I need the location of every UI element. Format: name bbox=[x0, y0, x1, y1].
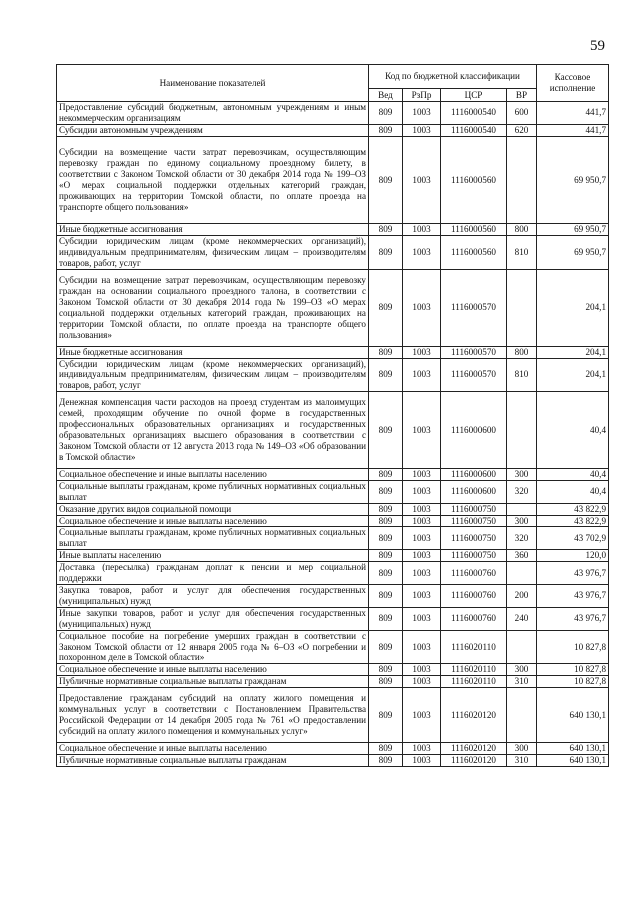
row-name: Оказание других видов социальной помощи bbox=[57, 503, 369, 515]
row-rzpr: 1003 bbox=[403, 630, 441, 664]
row-csr: 1116020110 bbox=[441, 664, 507, 676]
table-row bbox=[57, 468, 609, 480]
table-row bbox=[57, 562, 609, 585]
row-csr: 1116000760 bbox=[441, 585, 507, 608]
row-rzpr: 1003 bbox=[403, 550, 441, 562]
row-vr bbox=[507, 688, 537, 743]
row-amount: 43 976,7 bbox=[537, 562, 609, 585]
header-csr: ЦСР bbox=[441, 88, 507, 101]
row-vr: 810 bbox=[507, 236, 537, 270]
row-name: Закупка товаров, работ и услуг для обеспечения государственных (муниципальных) нужд bbox=[57, 585, 369, 608]
row-rzpr: 1003 bbox=[403, 527, 441, 550]
row-name: Иные выплаты населению bbox=[57, 550, 369, 562]
row-name: Предоставление гражданам субсидий на оплату жилого помещения и коммунальных услуг в соответствии с Постановлением Правительства Российской Федерации от 14 декабря 2005 года № 761 «О предоставлении субсидий на оплату жилого помещения и коммунальных услуг» bbox=[57, 688, 369, 743]
row-name: Социальное обеспечение и иные выплаты населению bbox=[57, 515, 369, 527]
row-vr bbox=[507, 392, 537, 469]
row-vr bbox=[507, 136, 537, 224]
row-rzpr: 1003 bbox=[403, 269, 441, 346]
table-row bbox=[57, 515, 609, 527]
table-row bbox=[57, 346, 609, 358]
row-vr: 310 bbox=[507, 754, 537, 766]
page-number: 59 bbox=[590, 38, 605, 54]
row-ved: 809 bbox=[369, 236, 403, 270]
row-rzpr: 1003 bbox=[403, 468, 441, 480]
row-vr: 360 bbox=[507, 550, 537, 562]
row-rzpr: 1003 bbox=[403, 743, 441, 755]
row-ved: 809 bbox=[369, 688, 403, 743]
row-csr: 1116000570 bbox=[441, 358, 507, 392]
row-ved: 809 bbox=[369, 562, 403, 585]
table-row bbox=[57, 392, 609, 469]
row-rzpr: 1003 bbox=[403, 585, 441, 608]
row-rzpr: 1003 bbox=[403, 124, 441, 136]
row-csr: 1116000750 bbox=[441, 550, 507, 562]
row-csr: 1116000600 bbox=[441, 392, 507, 469]
row-name: Социальное обеспечение и иные выплаты населению bbox=[57, 664, 369, 676]
row-vr: 320 bbox=[507, 527, 537, 550]
row-ved: 809 bbox=[369, 515, 403, 527]
row-rzpr: 1003 bbox=[403, 515, 441, 527]
row-name: Субсидии на возмещение затрат перевозчикам, осуществляющим перевозку граждан на основании социального проездного талона, в соответствии с Законом Томской области от 30 декабря 2014 года № 199–ОЗ «О мерах социальной поддержки отдельных категорий граждан, проживающих на территории Томской области, по оплате проезда на транспорте общего пользования» bbox=[57, 269, 369, 346]
table-row bbox=[57, 102, 609, 125]
row-csr: 1116000560 bbox=[441, 136, 507, 224]
row-name: Публичные нормативные социальные выплаты гражданам bbox=[57, 754, 369, 766]
row-amount: 640 130,1 bbox=[537, 754, 609, 766]
row-name: Социальное пособие на погребение умерших граждан в соответствии с Законом Томской области от 12 января 2005 года № 6–ОЗ «О погребении и похоронном деле в Томской области» bbox=[57, 630, 369, 664]
row-vr: 300 bbox=[507, 468, 537, 480]
row-name: Субсидии юридическим лицам (кроме некоммерческих организаций), индивидуальным предпринимателям, физическим лицам – производителям товаров, работ, услуг bbox=[57, 358, 369, 392]
row-vr: 810 bbox=[507, 358, 537, 392]
row-csr: 1116000560 bbox=[441, 236, 507, 270]
row-csr: 1116000760 bbox=[441, 607, 507, 630]
row-amount: 640 130,1 bbox=[537, 688, 609, 743]
row-amount: 69 950,7 bbox=[537, 236, 609, 270]
row-amount: 69 950,7 bbox=[537, 136, 609, 224]
row-csr: 1116000570 bbox=[441, 346, 507, 358]
row-vr bbox=[507, 630, 537, 664]
row-name: Иные бюджетные ассигнования bbox=[57, 224, 369, 236]
row-name: Субсидии автономным учреждениям bbox=[57, 124, 369, 136]
row-rzpr: 1003 bbox=[403, 676, 441, 688]
row-ved: 809 bbox=[369, 676, 403, 688]
row-name: Иные бюджетные ассигнования bbox=[57, 346, 369, 358]
row-ved: 809 bbox=[369, 503, 403, 515]
row-name: Социальное обеспечение и иные выплаты населению bbox=[57, 468, 369, 480]
table-row bbox=[57, 527, 609, 550]
row-name: Публичные нормативные социальные выплаты гражданам bbox=[57, 676, 369, 688]
table-row bbox=[57, 585, 609, 608]
row-amount: 43 976,7 bbox=[537, 585, 609, 608]
table-row bbox=[57, 550, 609, 562]
row-rzpr: 1003 bbox=[403, 136, 441, 224]
row-amount: 10 827,8 bbox=[537, 630, 609, 664]
row-csr: 1116020110 bbox=[441, 630, 507, 664]
row-name: Доставка (пересылка) гражданам доплат к пенсии и мер социальной поддержки bbox=[57, 562, 369, 585]
row-amount: 43 822,9 bbox=[537, 503, 609, 515]
row-amount: 10 827,8 bbox=[537, 676, 609, 688]
row-amount: 43 976,7 bbox=[537, 607, 609, 630]
row-vr: 800 bbox=[507, 224, 537, 236]
header-rzpr: РзПр bbox=[403, 88, 441, 101]
table-row bbox=[57, 136, 609, 224]
header-indicator-name: Наименование показателей bbox=[57, 65, 369, 102]
row-amount: 204,1 bbox=[537, 358, 609, 392]
row-vr: 300 bbox=[507, 515, 537, 527]
row-amount: 204,1 bbox=[537, 346, 609, 358]
row-amount: 40,4 bbox=[537, 392, 609, 469]
row-amount: 120,0 bbox=[537, 550, 609, 562]
row-ved: 809 bbox=[369, 136, 403, 224]
header-cash-execution: Кассовое исполнение bbox=[537, 65, 609, 102]
row-ved: 809 bbox=[369, 607, 403, 630]
table-row bbox=[57, 630, 609, 664]
row-rzpr: 1003 bbox=[403, 688, 441, 743]
row-csr: 1116000750 bbox=[441, 503, 507, 515]
row-vr bbox=[507, 503, 537, 515]
row-vr: 800 bbox=[507, 346, 537, 358]
table-row bbox=[57, 269, 609, 346]
header-budget-code: Код по бюджетной классификации bbox=[369, 65, 537, 89]
row-rzpr: 1003 bbox=[403, 664, 441, 676]
row-amount: 10 827,8 bbox=[537, 664, 609, 676]
row-vr: 200 bbox=[507, 585, 537, 608]
row-vr: 310 bbox=[507, 676, 537, 688]
row-ved: 809 bbox=[369, 754, 403, 766]
row-ved: 809 bbox=[369, 124, 403, 136]
row-amount: 40,4 bbox=[537, 468, 609, 480]
table-row bbox=[57, 124, 609, 136]
row-name: Субсидии юридическим лицам (кроме некоммерческих организаций), индивидуальным предпринимателям, физическим лицам – производителям товаров, работ, услуг bbox=[57, 236, 369, 270]
row-rzpr: 1003 bbox=[403, 224, 441, 236]
row-vr: 300 bbox=[507, 743, 537, 755]
header-vr: ВР bbox=[507, 88, 537, 101]
row-vr bbox=[507, 562, 537, 585]
row-csr: 1116000600 bbox=[441, 480, 507, 503]
table-row bbox=[57, 503, 609, 515]
row-csr: 1116000750 bbox=[441, 515, 507, 527]
row-csr: 1116000540 bbox=[441, 124, 507, 136]
table-row bbox=[57, 754, 609, 766]
budget-execution-table bbox=[56, 64, 609, 767]
row-rzpr: 1003 bbox=[403, 236, 441, 270]
row-name: Социальное обеспечение и иные выплаты населению bbox=[57, 743, 369, 755]
table-row bbox=[57, 664, 609, 676]
row-csr: 1116000750 bbox=[441, 527, 507, 550]
row-vr: 240 bbox=[507, 607, 537, 630]
row-csr: 1116020120 bbox=[441, 754, 507, 766]
row-name: Субсидии на возмещение части затрат перевозчикам, осуществляющим перевозку граждан по единому социальному проездному билету, в соответствии с Законом Томской области от 30 декабря 2014 года № 199–ОЗ «О мерах социальной поддержки отдельных категорий граждан, проживающих на территории Томской области, по оплате проезда на транспорте общего пользования» bbox=[57, 136, 369, 224]
row-vr: 600 bbox=[507, 102, 537, 125]
row-rzpr: 1003 bbox=[403, 562, 441, 585]
row-ved: 809 bbox=[369, 585, 403, 608]
row-name: Социальные выплаты гражданам, кроме публичных нормативных социальных выплат bbox=[57, 480, 369, 503]
row-ved: 809 bbox=[369, 480, 403, 503]
row-csr: 1116000540 bbox=[441, 102, 507, 125]
row-rzpr: 1003 bbox=[403, 607, 441, 630]
row-vr bbox=[507, 269, 537, 346]
row-vr: 300 bbox=[507, 664, 537, 676]
row-ved: 809 bbox=[369, 630, 403, 664]
row-ved: 809 bbox=[369, 468, 403, 480]
row-name: Денежная компенсация части расходов на проезд студентам из малоимущих семей, проходящим обучение по очной форме в государственных профессиональных образовательных организациях и государственных образовательных организациях высшего образования в соответствии с Законом Томской области от 12 августа 2013 года № 149–ОЗ «Об образовании в Томской области» bbox=[57, 392, 369, 469]
row-ved: 809 bbox=[369, 224, 403, 236]
row-csr: 1116020110 bbox=[441, 676, 507, 688]
row-csr: 1116000760 bbox=[441, 562, 507, 585]
row-name: Социальные выплаты гражданам, кроме публичных нормативных социальных выплат bbox=[57, 527, 369, 550]
table-row bbox=[57, 676, 609, 688]
row-csr: 1116000570 bbox=[441, 269, 507, 346]
row-amount: 40,4 bbox=[537, 480, 609, 503]
table-row bbox=[57, 224, 609, 236]
row-rzpr: 1003 bbox=[403, 754, 441, 766]
row-rzpr: 1003 bbox=[403, 392, 441, 469]
row-rzpr: 1003 bbox=[403, 480, 441, 503]
row-amount: 69 950,7 bbox=[537, 224, 609, 236]
row-ved: 809 bbox=[369, 664, 403, 676]
row-ved: 809 bbox=[369, 346, 403, 358]
row-amount: 441,7 bbox=[537, 124, 609, 136]
row-csr: 1116020120 bbox=[441, 743, 507, 755]
table-row bbox=[57, 480, 609, 503]
row-amount: 640 130,1 bbox=[537, 743, 609, 755]
row-name: Иные закупки товаров, работ и услуг для обеспечения государственных (муниципальных) нужд bbox=[57, 607, 369, 630]
row-rzpr: 1003 bbox=[403, 358, 441, 392]
row-csr: 1116020120 bbox=[441, 688, 507, 743]
row-ved: 809 bbox=[369, 743, 403, 755]
row-amount: 43 822,9 bbox=[537, 515, 609, 527]
table-row bbox=[57, 607, 609, 630]
row-ved: 809 bbox=[369, 102, 403, 125]
row-vr: 620 bbox=[507, 124, 537, 136]
row-rzpr: 1003 bbox=[403, 346, 441, 358]
row-vr: 320 bbox=[507, 480, 537, 503]
row-ved: 809 bbox=[369, 527, 403, 550]
row-amount: 441,7 bbox=[537, 102, 609, 125]
row-name: Предоставление субсидий бюджетным, автономным учреждениям и иным некоммерческим организациям bbox=[57, 102, 369, 125]
row-rzpr: 1003 bbox=[403, 102, 441, 125]
table-row bbox=[57, 236, 609, 270]
row-csr: 1116000560 bbox=[441, 224, 507, 236]
row-rzpr: 1003 bbox=[403, 503, 441, 515]
row-amount: 204,1 bbox=[537, 269, 609, 346]
row-ved: 809 bbox=[369, 358, 403, 392]
table-row bbox=[57, 743, 609, 755]
row-csr: 1116000600 bbox=[441, 468, 507, 480]
row-ved: 809 bbox=[369, 269, 403, 346]
table-row bbox=[57, 358, 609, 392]
row-ved: 809 bbox=[369, 550, 403, 562]
table-row bbox=[57, 688, 609, 743]
row-ved: 809 bbox=[369, 392, 403, 469]
row-amount: 43 702,9 bbox=[537, 527, 609, 550]
header-ved: Вед bbox=[369, 88, 403, 101]
